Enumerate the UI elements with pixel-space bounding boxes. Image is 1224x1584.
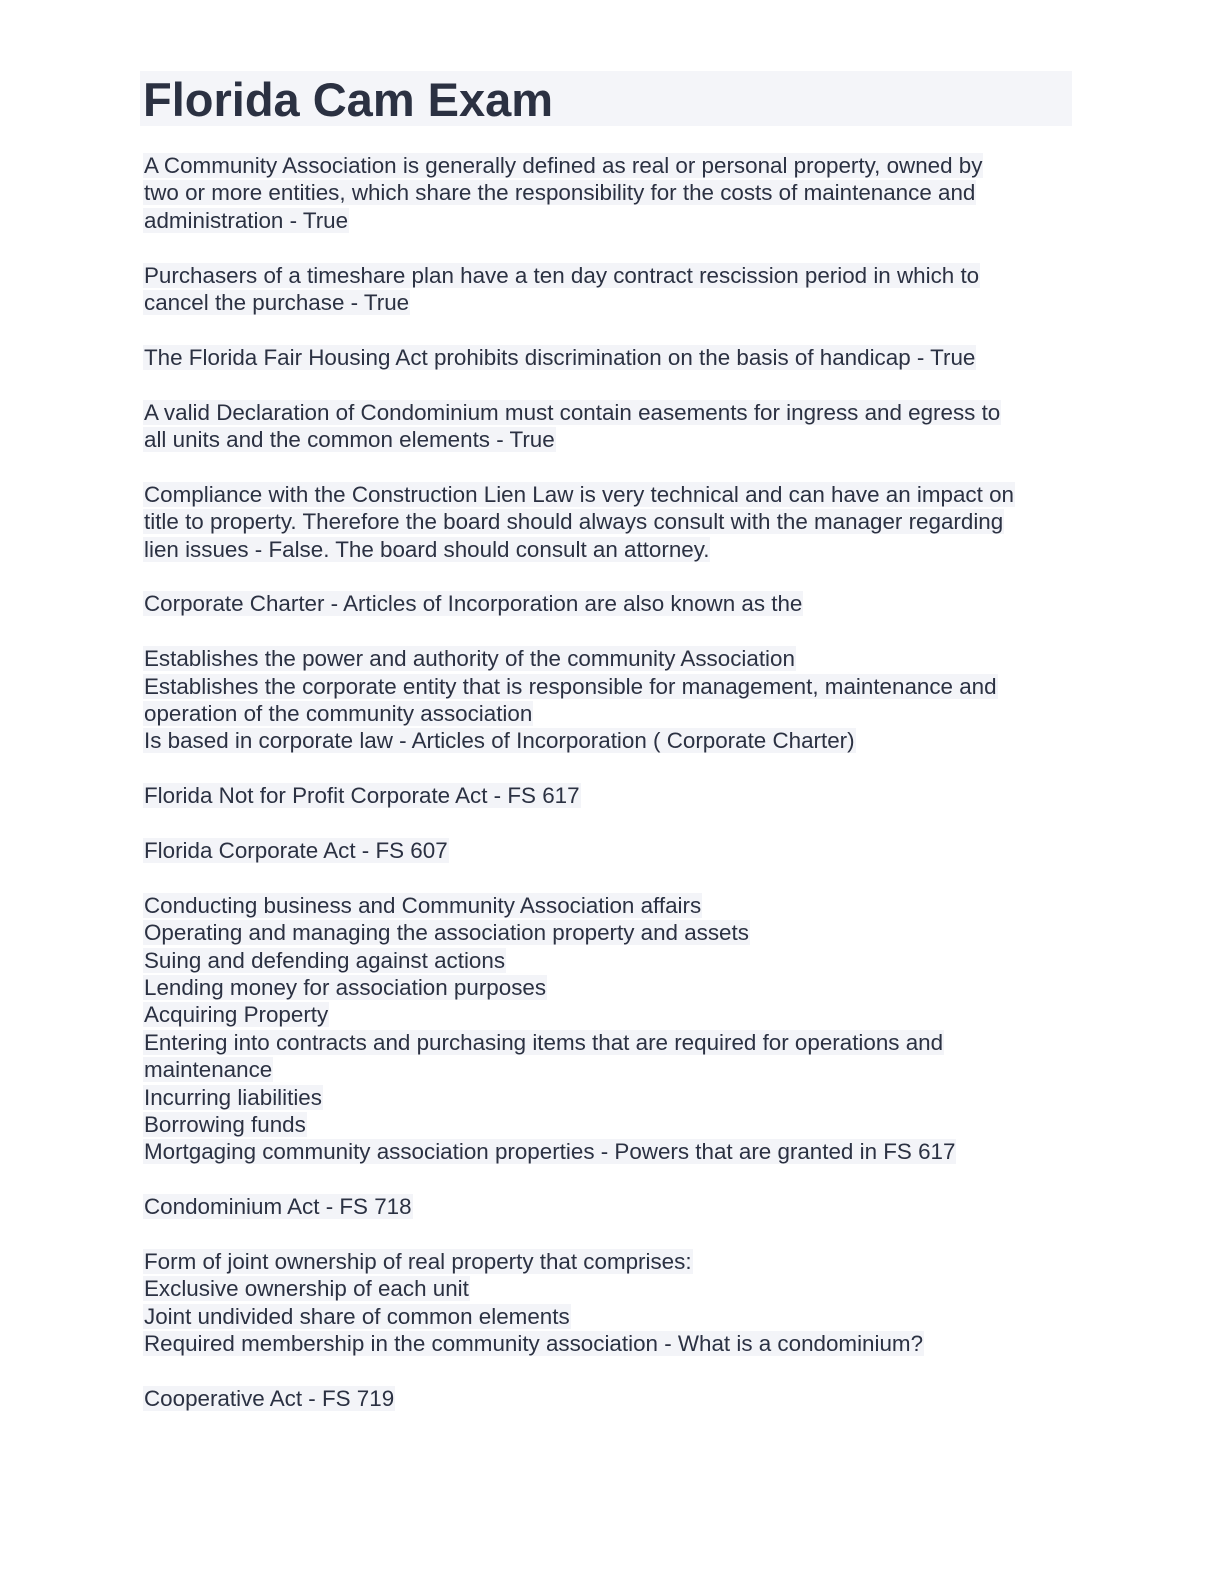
text-line <box>143 207 1083 234</box>
text-block <box>143 782 1083 809</box>
text-line-content: Incurring liabilities <box>144 1084 322 1110</box>
text-line <box>143 700 1083 727</box>
text-block <box>143 344 1083 371</box>
text-line <box>143 179 1083 206</box>
text-block <box>143 837 1083 864</box>
text-line-content: Purchasers of a timeshare plan have a ten day contract rescission period in which to <box>144 262 980 288</box>
text-block <box>143 152 1083 234</box>
text-line <box>143 1029 1083 1056</box>
text-line <box>143 344 1083 371</box>
text-line-content: Exclusive ownership of each unit <box>144 1276 469 1302</box>
page-title: Florida Cam Exam <box>143 73 554 126</box>
text-line <box>143 536 1083 563</box>
text-line <box>143 1138 1083 1165</box>
text-line-content: Florida Not for Profit Corporate Act - FS 617 <box>144 783 580 809</box>
text-line-content: A valid Declaration of Condominium must contain easements for ingress and egress to <box>144 399 1001 425</box>
text-block <box>143 645 1083 755</box>
text-line <box>143 974 1083 1001</box>
document-body <box>143 152 1083 1440</box>
text-line <box>143 919 1083 946</box>
text-line <box>143 1248 1083 1275</box>
text-block <box>143 481 1083 563</box>
text-line <box>143 1193 1083 1220</box>
text-line <box>143 262 1083 289</box>
text-block <box>143 892 1083 1166</box>
text-line-content: The Florida Fair Housing Act prohibits discrimination on the basis of handicap - True <box>144 344 976 370</box>
text-line <box>143 1001 1083 1028</box>
text-line-content: Lending money for association purposes <box>144 975 547 1001</box>
text-line-content: Is based in corporate law - Articles of Incorporation ( Corporate Charter) <box>144 728 855 754</box>
text-line-content: two or more entities, which share the responsibility for the costs of maintenance and <box>144 180 976 206</box>
text-line <box>143 947 1083 974</box>
text-line-content: Florida Corporate Act - FS 607 <box>144 838 448 864</box>
text-line-content: Cooperative Act - FS 719 <box>144 1386 395 1412</box>
text-line-content: Acquiring Property <box>144 1002 329 1028</box>
text-line-content: all units and the common elements - True <box>144 427 555 453</box>
text-line-content: Corporate Charter - Articles of Incorporation are also known as the <box>144 591 803 617</box>
text-line-content: title to property. Therefore the board should always consult with the manager regarding <box>144 509 1004 535</box>
text-block <box>143 1385 1083 1412</box>
text-line <box>143 289 1083 316</box>
text-line <box>143 892 1083 919</box>
text-line <box>143 1330 1083 1357</box>
text-line <box>143 152 1083 179</box>
text-line-content: Form of joint ownership of real property that comprises: <box>144 1249 692 1275</box>
text-line-content: Borrowing funds <box>144 1112 306 1138</box>
text-line-content: Compliance with the Construction Lien Law is very technical and can have an impact on <box>144 481 1014 507</box>
text-line <box>143 1084 1083 1111</box>
text-line-content: Establishes the power and authority of the community Association <box>144 646 795 672</box>
text-line-content: administration - True <box>144 207 349 233</box>
text-line <box>143 1056 1083 1083</box>
text-block <box>143 1193 1083 1220</box>
text-line <box>143 1385 1083 1412</box>
text-line <box>143 1303 1083 1330</box>
text-block <box>143 590 1083 617</box>
text-line-content: Establishes the corporate entity that is responsible for management, maintenance and <box>144 673 997 699</box>
text-line <box>143 1111 1083 1138</box>
text-block <box>143 262 1083 317</box>
text-line <box>143 782 1083 809</box>
text-line-content: Suing and defending against actions <box>144 947 506 973</box>
text-block <box>143 399 1083 454</box>
text-line <box>143 837 1083 864</box>
text-line <box>143 673 1083 700</box>
text-line-content: Conducting business and Community Association affairs <box>144 892 702 918</box>
text-line <box>143 590 1083 617</box>
text-line-content: lien issues - False. The board should consult an attorney. <box>144 536 710 562</box>
text-line-content: Required membership in the community association - What is a condominium? <box>144 1331 924 1357</box>
text-line-content: operation of the community association <box>144 701 533 727</box>
text-line-content: Operating and managing the association property and assets <box>144 920 749 946</box>
text-line-content: A Community Association is generally defined as real or personal property, owned by <box>144 153 983 178</box>
text-block <box>143 1248 1083 1358</box>
text-line-content: cancel the purchase - True <box>144 290 410 316</box>
text-line-content: Condominium Act - FS 718 <box>144 1194 412 1220</box>
text-line-content: Entering into contracts and purchasing items that are required for operations and <box>144 1029 944 1055</box>
text-line-content: maintenance <box>144 1057 273 1083</box>
text-line <box>143 481 1083 508</box>
text-line <box>143 727 1083 754</box>
text-line <box>143 399 1083 426</box>
text-line-content: Joint undivided share of common elements <box>144 1303 570 1329</box>
text-line <box>143 1275 1083 1302</box>
text-line <box>143 508 1083 535</box>
text-line <box>143 426 1083 453</box>
text-line-content: Mortgaging community association properties - Powers that are granted in FS 617 <box>144 1139 956 1165</box>
text-line <box>143 645 1083 672</box>
